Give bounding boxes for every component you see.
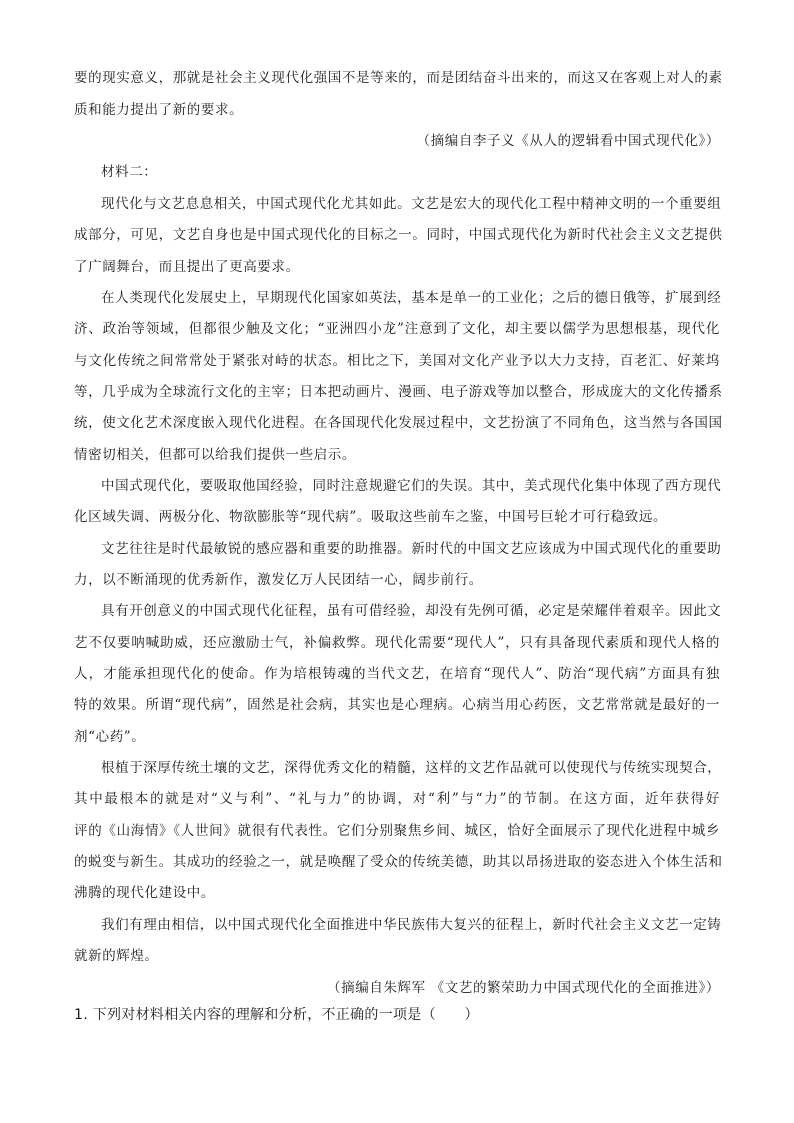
source-citation: （摘编自朱辉军 《文艺的繁荣助力中国式现代化的全面推进》） <box>327 980 720 996</box>
paragraph-line: 了广阔舞台，而且提出了更高要求。 <box>74 259 300 275</box>
paragraph-line: 特的效果。所谓“现代病”，固然是社会病，其实也是心理病。心病当用心药医，文艺常常就是最好的一 <box>74 697 720 713</box>
paragraph-line: 剂“心药”。 <box>74 729 146 745</box>
paragraph-line: 我们有理由相信，以中国式现代化全面推进中华民族伟大复兴的征程上，新时代社会主义文艺一定铸 <box>101 917 722 933</box>
paragraph-line: 人，才能承担现代化的使命。作为培根铸魂的当代文艺，在培育“现代人”、防治“现代病”方面具有独 <box>74 666 720 682</box>
paragraph-line: 质和能力提出了新的要求。 <box>74 102 244 118</box>
paragraph-line: 就新的辉煌。 <box>74 948 159 964</box>
paragraph-line: 化区域失调、两极分化、物欲膨胀等“现代病”。吸取这些前车之鉴，中国号巨轮才可行稳致远。 <box>74 509 668 525</box>
paragraph-line: 其中最根本的就是对“义与利”、“礼与力”的协调，对“利”与“力”的节制。在这方面，近年获得好 <box>74 791 720 807</box>
source-citation: （摘编自李子义《从人的逻辑看中国式现代化》） <box>416 133 720 149</box>
question-stem: 1. 下列对材料相关内容的理解和分析，不正确的一项是（ ） <box>74 1007 479 1023</box>
paragraph-line: 文艺往往是时代最敏锐的感应器和重要的助推器。新时代的中国文艺应该成为中国式现代化的重要助 <box>101 541 722 557</box>
paragraph-line: 等，几乎成为全球流行文化的主宰；日本把动画片、漫画、电子游戏等加以整合，形成庞大的文化传播系 <box>74 384 723 400</box>
section-heading: 材料二： <box>101 164 158 180</box>
paragraph-line: 现代化与文艺息息相关，中国式现代化尤其如此。文艺是宏大的现代化工程中精神文明的一个重要组 <box>101 196 722 212</box>
paragraph-line: 情密切相关，但都可以给我们提供一些启示。 <box>74 447 356 463</box>
paragraph-line: 根植于深厚传统土壤的文艺，深得优秀文化的精髓，这样的文艺作品就可以使现代与传统实现契合， <box>101 760 722 776</box>
paragraph-line: 沸腾的现代化建设中。 <box>74 885 215 901</box>
paragraph-line: 要的现实意义，那就是社会主义现代化强国不是等来的，而是团结奋斗出来的，而这又在客观上对人的素 <box>74 70 723 86</box>
paragraph-line: 评的《山海情》《人世间》就很有代表性。它们分别聚焦乡间、城区，恰好全面展示了现代化进程中城乡 <box>74 823 720 839</box>
paragraph-line: 与文化传统之间常常处于紧张对峙的状态。相比之下，美国对文化产业予以大力支持，百老汇、好莱坞 <box>74 353 720 369</box>
paragraph-line: 力，以不断涌现的优秀新作，激发亿万人民团结一心，阔步前行。 <box>74 572 483 588</box>
paragraph-line: 中国式现代化，要吸取他国经验，同时注意规避它们的失误。其中，美式现代化集中体现了西方现代 <box>101 478 722 494</box>
paragraph-line: 具有开创意义的中国式现代化征程，虽有可借经验，却没有先例可循，必定是荣耀伴着艰辛。因此文 <box>101 603 722 619</box>
paragraph-line: 在人类现代化发展史上，早期现代化国家如英法，基本是单一的工业化；之后的德日俄等，扩展到经 <box>101 290 722 306</box>
paragraph-line: 统，使文化艺术深度嵌入现代化进程。在各国现代化发展过程中，文艺扮演了不同角色，这当然与各国国 <box>74 415 723 431</box>
paragraph-line: 艺不仅要呐喊助威，还应激励士气，补偏救弊。现代化需要“现代人”，只有具备现代素质和现代人格的 <box>74 635 720 651</box>
paragraph-line: 济、政治等领域，但都很少触及文化；“亚洲四小龙”注意到了文化，却主要以儒学为思想根基，现代化 <box>74 321 720 337</box>
paragraph-line: 的蜕变与新生。其成功的经验之一，就是唤醒了受众的传统美德，助其以昂扬进取的姿态进入个体生活和 <box>74 854 723 870</box>
paragraph-line: 成部分，可见，文艺自身也是中国式现代化的目标之一。同时，中国式现代化为新时代社会主义文艺提供 <box>74 227 723 243</box>
